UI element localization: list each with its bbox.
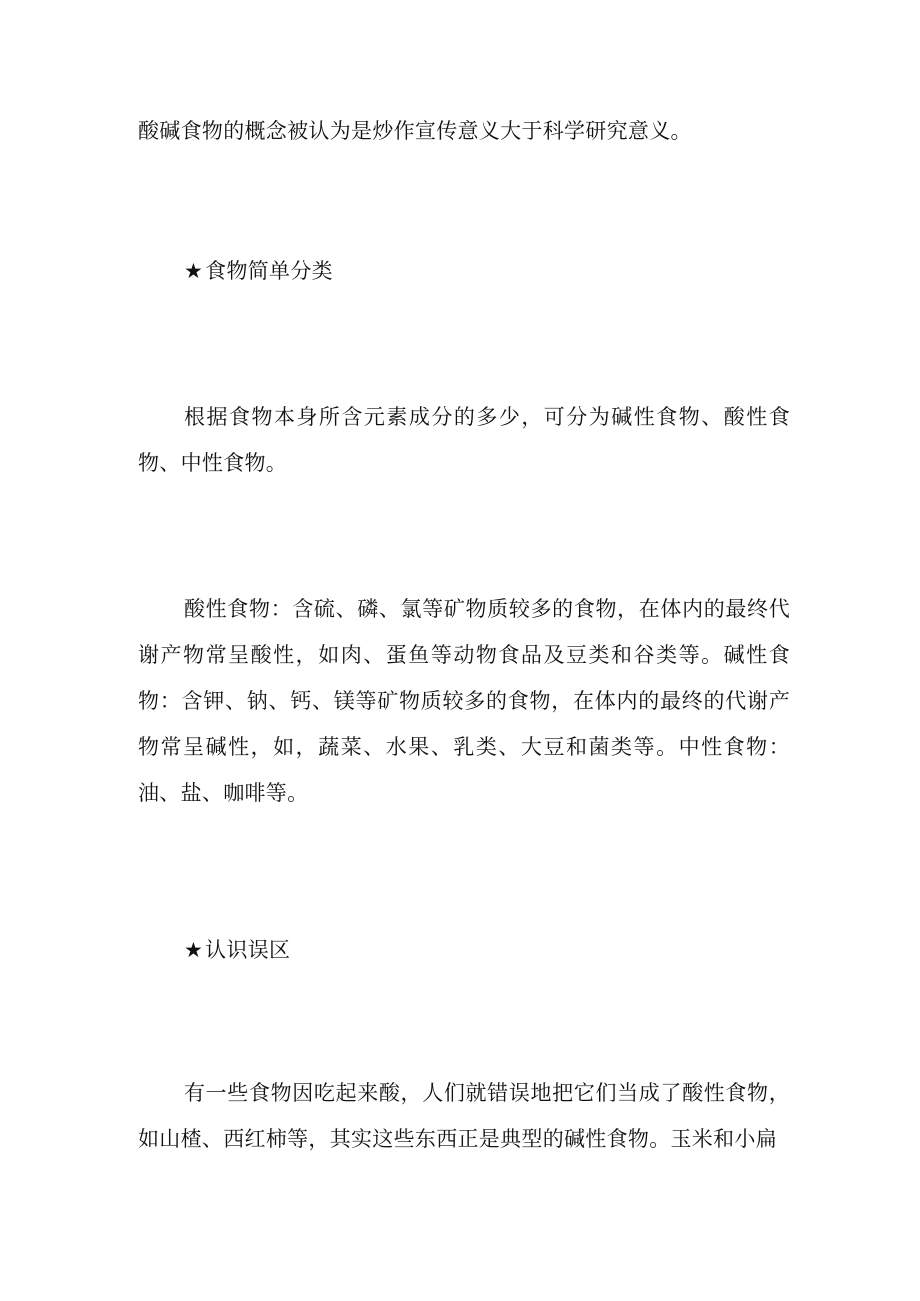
misconception-paragraph: 有一些食物因吃起来酸，人们就错误地把它们当成了酸性食物，如山楂、西红柿等，其实这些东西正是典型的碱性食物。玉米和小扁: [138, 1081, 790, 1151]
star-icon: ★: [184, 259, 204, 283]
section-heading-food-classification: [184, 248, 333, 294]
section-heading-text: 认识误区: [205, 938, 291, 962]
section-heading-misconceptions: [184, 927, 290, 973]
section-heading-text: 食物简单分类: [205, 259, 333, 283]
classification-paragraph: 根据食物本身所含元素成分的多少，可分为碱性食物、酸性食物、中性食物。: [138, 405, 790, 475]
star-icon: ★: [184, 938, 204, 962]
food-types-paragraph: 酸性食物：含硫、磷、氯等矿物质较多的食物，在体内的最终代谢产物常呈酸性，如肉、蛋鱼等动物食品及豆类和谷类等。碱性食物：含钾、钠、钙、镁等矿物质较多的食物，在体内的最终的代谢产物常呈碱性，如，蔬菜、水果、乳类、大豆和菌类等。中性食物：油、盐、咖啡等。: [138, 597, 790, 805]
intro-paragraph: 酸碱食物的概念被认为是炒作宣传意义大于科学研究意义。: [138, 119, 692, 143]
